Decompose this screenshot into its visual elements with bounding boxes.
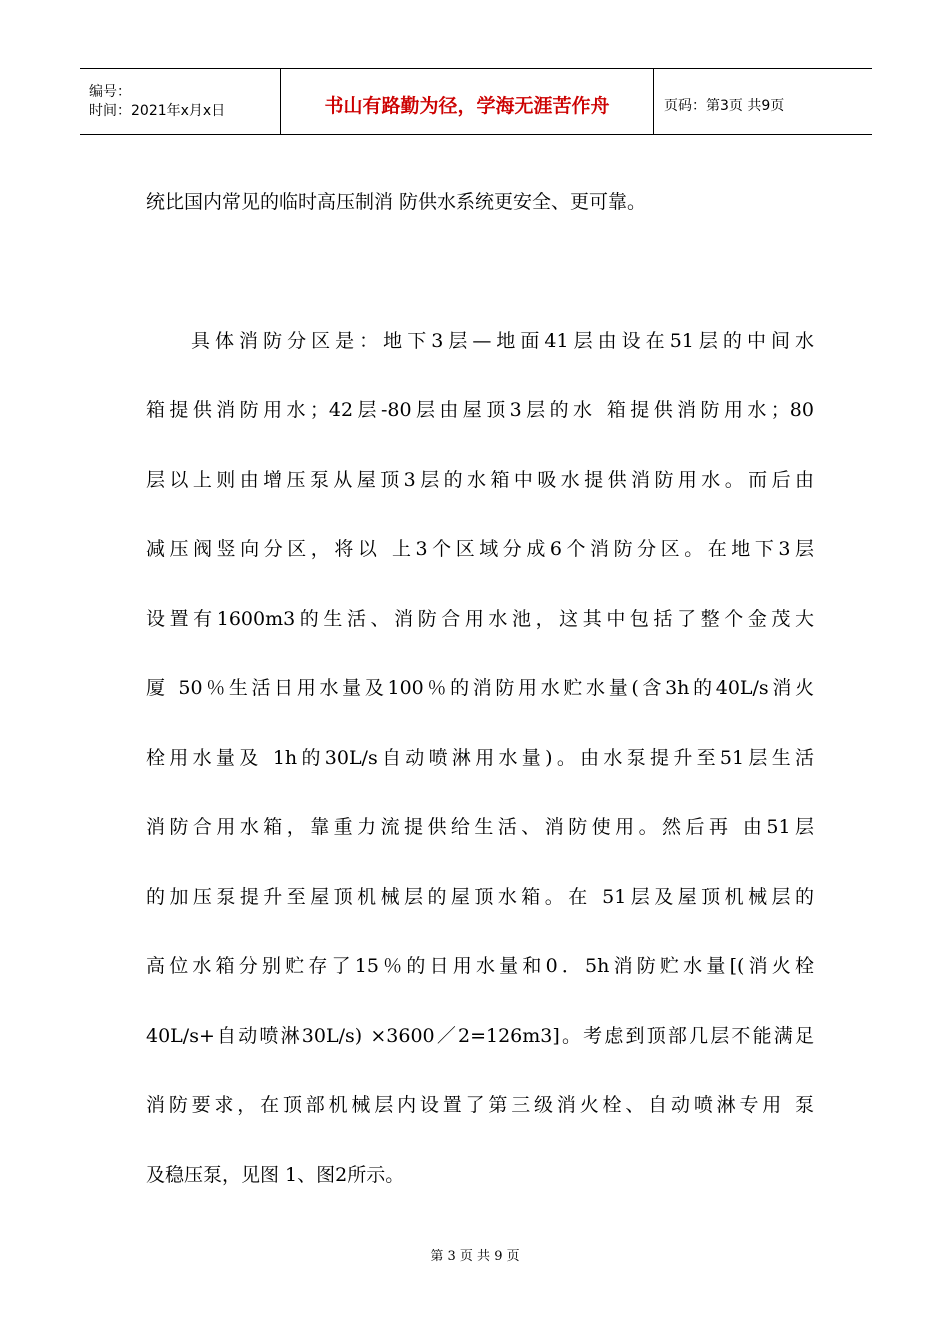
paragraph-fire-zones (146, 307, 814, 1211)
document-header (80, 68, 872, 135)
paragraph-continuation (146, 168, 814, 238)
paragraph-line: 栓用水量及 1h的30L/s自动喷淋用水量)。由水泵提升至51层生活 (146, 746, 814, 769)
document-body (146, 168, 814, 1210)
header-page-info: 页码：第3页 共9页 (664, 97, 785, 114)
paragraph-line: 及稳压泵，见图 1、图2所示。 (146, 1163, 405, 1186)
paragraph-line: 消防合用水箱，靠重力流提供给生活、消防使用。然后再 由51层 (146, 816, 814, 838)
document-number-label: 编号： (89, 83, 131, 100)
header-motto-cell (281, 69, 654, 135)
paragraph-line: 减压阀竖向分区，将以 上3个区域分成6个消防分区。在地下3层 (146, 538, 814, 560)
paragraph-line: 厦 50％生活日用水量及100％的消防用水贮水量(含3h的40L/s消火 (146, 677, 814, 699)
paragraph-line: 具体消防分区是：地下3层—地面41层由设在51层的中间水 (191, 329, 814, 352)
paragraph-line: 高位水箱分别贮存了15％的日用水量和0．5h消防贮水量[(消火栓 (146, 955, 814, 977)
page-footer: 第 3 页 共 9 页 (430, 1249, 520, 1264)
header-motto: 书山有路勤为径，学海无涯苦作舟 (324, 95, 610, 117)
paragraph-line: 统比国内常见的临时高压制消 防供水系统更安全、更可靠。 (146, 191, 647, 213)
document-date-label: 时间：2021年x月x日 (89, 102, 226, 119)
paragraph-line: 层以上则由增压泵从屋顶3层的水箱中吸水提供消防用水。而后由 (146, 468, 814, 491)
header-meta-cell (80, 69, 281, 135)
paragraph-line: 的加压泵提升至屋顶机械层的屋顶水箱。在 51层及屋顶机械层的 (146, 885, 814, 908)
paragraph-line: 40L/s+自动喷淋30L/s) ×3600／2=126m3]。考虑到顶部几层不能满足 (146, 1024, 814, 1047)
paragraph-line: 箱提供消防用水；42层-80层由屋顶3层的水 箱提供消防用水；80 (146, 399, 814, 421)
header-page-cell (654, 69, 873, 135)
paragraph-line: 设置有1600m3的生活、消防合用水池，这其中包括了整个金茂大 (146, 607, 814, 630)
paragraph-line: 消防要求，在顶部机械层内设置了第三级消火栓、自动喷淋专用 泵 (146, 1094, 814, 1116)
